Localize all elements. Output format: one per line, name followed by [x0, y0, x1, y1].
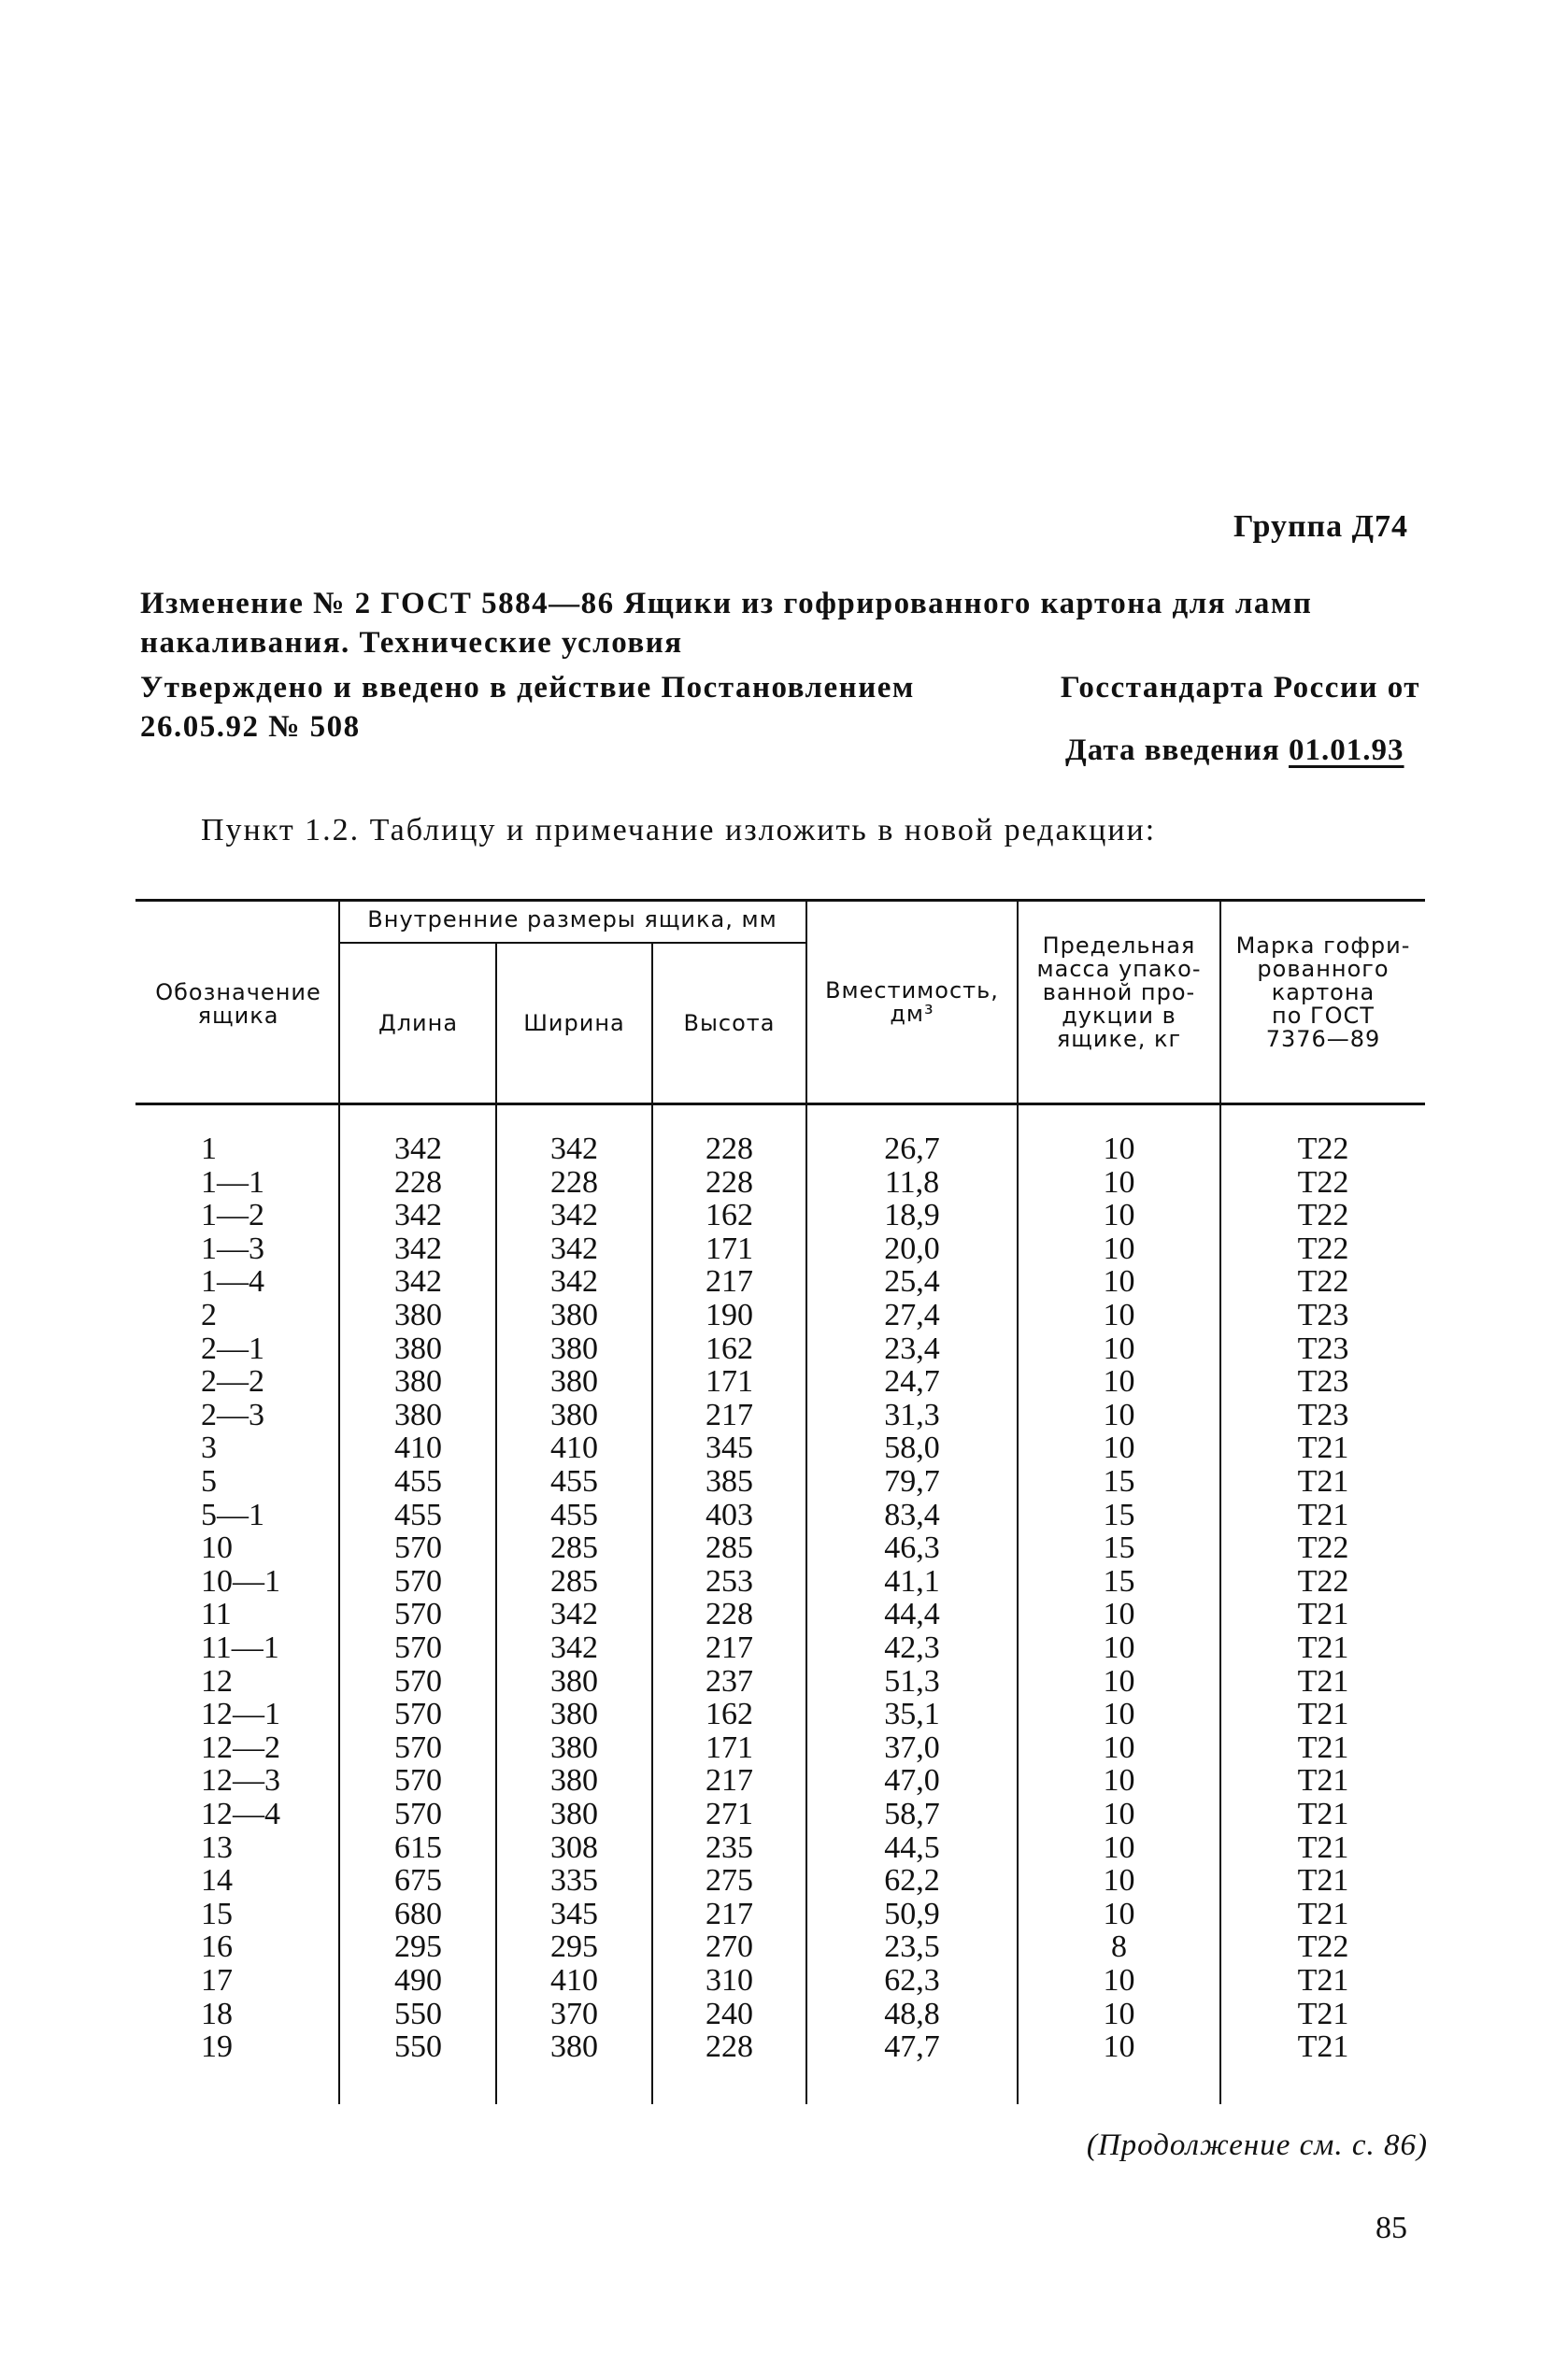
cell-capacity: 47,7 — [884, 2029, 940, 2065]
cell-length: 570 — [394, 1763, 442, 1799]
cell-width: 410 — [550, 1431, 598, 1466]
page-number: 85 — [1376, 2211, 1407, 2245]
cell-height: 228 — [706, 2029, 753, 2065]
cell-capacity: 58,0 — [884, 1431, 940, 1466]
cell-designation: 14 — [201, 1863, 233, 1899]
effective-date-label: Дата введения — [1065, 733, 1280, 767]
cell-mass: 10 — [1103, 1331, 1135, 1366]
cell-grade: Т21 — [1297, 1697, 1349, 1732]
cell-mass: 10 — [1103, 1797, 1135, 1831]
cell-mass: 15 — [1103, 1530, 1135, 1566]
cell-mass: 10 — [1103, 1397, 1135, 1432]
cell-mass: 10 — [1103, 1730, 1135, 1765]
cell-capacity: 50,9 — [884, 1896, 940, 1931]
intro-paragraph: Пункт 1.2. Таблицу и примечание изложить в новой редакции: — [201, 813, 1157, 847]
cell-width: 380 — [550, 1797, 598, 1831]
effective-date-value: 01.01.93 — [1289, 733, 1404, 767]
cell-width: 295 — [550, 1929, 598, 1965]
cell-height: 217 — [706, 1397, 753, 1432]
cell-capacity: 23,4 — [884, 1331, 940, 1366]
cell-mass: 10 — [1103, 1298, 1135, 1332]
cell-grade: Т21 — [1297, 1896, 1349, 1931]
cell-grade: Т21 — [1297, 1431, 1349, 1466]
cell-capacity: 79,7 — [884, 1464, 940, 1499]
cell-grade: Т21 — [1297, 1829, 1349, 1865]
cell-height: 228 — [706, 1597, 753, 1632]
cell-mass: 10 — [1103, 1132, 1135, 1166]
table-top-rule — [135, 899, 1425, 902]
cell-grade: Т21 — [1297, 1996, 1349, 2031]
cell-mass: 10 — [1103, 1996, 1135, 2031]
cell-width: 335 — [550, 1863, 598, 1899]
cell-height: 217 — [706, 1763, 753, 1799]
cell-width: 380 — [550, 1331, 598, 1366]
cell-designation: 3 — [201, 1431, 217, 1466]
cell-mass: 10 — [1103, 1663, 1135, 1699]
cell-length: 342 — [394, 1198, 442, 1233]
cell-designation: 13 — [201, 1829, 233, 1865]
cell-length: 380 — [394, 1298, 442, 1332]
cell-height: 240 — [706, 1996, 753, 2031]
cell-grade: Т22 — [1297, 1198, 1349, 1233]
cell-length: 342 — [394, 1231, 442, 1266]
cell-grade: Т22 — [1297, 1164, 1349, 1200]
cell-designation: 19 — [201, 2029, 233, 2065]
cell-designation: 5 — [201, 1464, 217, 1499]
cell-width: 380 — [550, 1763, 598, 1799]
cell-length: 570 — [394, 1630, 442, 1665]
cell-width: 380 — [550, 2029, 598, 2065]
cell-mass: 15 — [1103, 1497, 1135, 1532]
cell-height: 385 — [706, 1464, 753, 1499]
cell-grade: Т22 — [1297, 1929, 1349, 1965]
cell-grade: Т22 — [1297, 1563, 1349, 1599]
cell-mass: 10 — [1103, 2029, 1135, 2065]
cell-grade: Т21 — [1297, 1797, 1349, 1831]
approval-authority: Госстандарта России от — [1060, 671, 1420, 705]
cell-width: 380 — [550, 1397, 598, 1432]
cell-designation: 11—1 — [201, 1630, 279, 1665]
cell-height: 271 — [706, 1797, 753, 1831]
header-mass: Предельная масса упако- ванной про- дукции в ящике, кг — [1036, 932, 1202, 1052]
cell-grade: Т21 — [1297, 1464, 1349, 1499]
cell-grade: Т22 — [1297, 1264, 1349, 1300]
cell-grade: Т23 — [1297, 1298, 1349, 1332]
cell-length: 675 — [394, 1863, 442, 1899]
cell-height: 190 — [706, 1298, 753, 1332]
cell-capacity: 62,3 — [884, 1963, 940, 1998]
cell-length: 550 — [394, 2029, 442, 2065]
cell-height: 217 — [706, 1896, 753, 1931]
cell-grade: Т22 — [1297, 1231, 1349, 1266]
cell-length: 680 — [394, 1896, 442, 1931]
cell-length: 570 — [394, 1530, 442, 1566]
cell-mass: 15 — [1103, 1464, 1135, 1499]
cell-designation: 1—1 — [201, 1164, 264, 1200]
cell-width: 308 — [550, 1829, 598, 1865]
cell-capacity: 35,1 — [884, 1697, 940, 1732]
cell-width: 342 — [550, 1132, 598, 1166]
cell-length: 295 — [394, 1929, 442, 1965]
cell-grade: Т21 — [1297, 1863, 1349, 1899]
cell-height: 403 — [706, 1497, 753, 1532]
cell-capacity: 46,3 — [884, 1530, 940, 1566]
cell-capacity: 37,0 — [884, 1730, 940, 1765]
cell-height: 171 — [706, 1730, 753, 1765]
cell-length: 550 — [394, 1996, 442, 2031]
group-code: Группа Д74 — [1233, 509, 1409, 544]
cell-width: 342 — [550, 1630, 598, 1665]
cell-capacity: 48,8 — [884, 1996, 940, 2031]
cell-width: 380 — [550, 1298, 598, 1332]
cell-height: 228 — [706, 1132, 753, 1166]
cell-width: 342 — [550, 1597, 598, 1632]
cell-width: 342 — [550, 1231, 598, 1266]
cell-length: 455 — [394, 1497, 442, 1532]
cell-height: 310 — [706, 1963, 753, 1998]
header-bottom-rule — [135, 1103, 1425, 1105]
cell-mass: 10 — [1103, 1597, 1135, 1632]
approval-text: Утверждено и введено в действие Постановлением — [140, 671, 915, 705]
cell-width: 380 — [550, 1663, 598, 1699]
cell-width: 228 — [550, 1164, 598, 1200]
cell-width: 342 — [550, 1264, 598, 1300]
cell-grade: Т21 — [1297, 1597, 1349, 1632]
cell-length: 615 — [394, 1829, 442, 1865]
cell-height: 275 — [706, 1863, 753, 1899]
cell-length: 570 — [394, 1597, 442, 1632]
cell-mass: 10 — [1103, 1829, 1135, 1865]
cell-width: 285 — [550, 1563, 598, 1599]
cell-mass: 10 — [1103, 1164, 1135, 1200]
cell-capacity: 62,2 — [884, 1863, 940, 1899]
cell-capacity: 42,3 — [884, 1630, 940, 1665]
cell-length: 410 — [394, 1431, 442, 1466]
cell-width: 370 — [550, 1996, 598, 2031]
cell-height: 217 — [706, 1630, 753, 1665]
cell-designation: 1—3 — [201, 1231, 264, 1266]
cell-width: 380 — [550, 1364, 598, 1400]
cell-grade: Т21 — [1297, 1730, 1349, 1765]
cell-grade: Т23 — [1297, 1397, 1349, 1432]
cell-mass: 10 — [1103, 1763, 1135, 1799]
cell-designation: 15 — [201, 1896, 233, 1931]
cell-length: 570 — [394, 1730, 442, 1765]
cell-grade: Т21 — [1297, 1630, 1349, 1665]
cell-capacity: 23,5 — [884, 1929, 940, 1965]
cell-grade: Т21 — [1297, 1663, 1349, 1699]
cell-mass: 10 — [1103, 1630, 1135, 1665]
cell-grade: Т21 — [1297, 1763, 1349, 1799]
cell-capacity: 83,4 — [884, 1497, 940, 1532]
cell-height: 270 — [706, 1929, 753, 1965]
cell-grade: Т23 — [1297, 1331, 1349, 1366]
cell-height: 217 — [706, 1264, 753, 1300]
cell-designation: 12—1 — [201, 1697, 280, 1732]
cell-mass: 10 — [1103, 1198, 1135, 1233]
header-grade: Марка гофри- рованного картона по ГОСТ 7376—89 — [1235, 932, 1411, 1052]
cell-mass: 10 — [1103, 1963, 1135, 1998]
cell-length: 570 — [394, 1663, 442, 1699]
cell-grade: Т23 — [1297, 1364, 1349, 1400]
cell-capacity: 11,8 — [884, 1164, 940, 1200]
cell-designation: 18 — [201, 1996, 233, 2031]
cell-capacity: 26,7 — [884, 1132, 940, 1166]
dims-header-rule — [338, 942, 805, 944]
cell-width: 285 — [550, 1530, 598, 1566]
cell-capacity: 25,4 — [884, 1264, 940, 1300]
cell-length: 490 — [394, 1963, 442, 1998]
cell-mass: 10 — [1103, 1896, 1135, 1931]
cell-mass: 10 — [1103, 1231, 1135, 1266]
cell-mass: 10 — [1103, 1264, 1135, 1300]
cell-capacity: 20,0 — [884, 1231, 940, 1266]
cell-length: 342 — [394, 1264, 442, 1300]
cell-grade: Т21 — [1297, 1963, 1349, 1998]
cell-height: 285 — [706, 1530, 753, 1566]
cell-length: 342 — [394, 1132, 442, 1166]
cell-length: 380 — [394, 1331, 442, 1366]
effective-date — [1065, 733, 1404, 768]
cell-mass: 10 — [1103, 1431, 1135, 1466]
col-divider — [338, 899, 340, 2104]
cell-capacity: 31,3 — [884, 1397, 940, 1432]
header-capacity: Вместимость, дм³ — [825, 977, 999, 1027]
cell-height: 162 — [706, 1198, 753, 1233]
cell-mass: 15 — [1103, 1563, 1135, 1599]
cell-height: 237 — [706, 1663, 753, 1699]
cell-height: 162 — [706, 1331, 753, 1366]
cell-grade: Т21 — [1297, 2029, 1349, 2065]
cell-designation: 10—1 — [201, 1563, 280, 1599]
cell-width: 455 — [550, 1464, 598, 1499]
cell-length: 570 — [394, 1797, 442, 1831]
cell-length: 228 — [394, 1164, 442, 1200]
cell-width: 380 — [550, 1697, 598, 1732]
cell-height: 162 — [706, 1697, 753, 1732]
cell-mass: 10 — [1103, 1697, 1135, 1732]
cell-height: 228 — [706, 1164, 753, 1200]
cell-designation: 2 — [201, 1298, 217, 1332]
cell-designation: 2—1 — [201, 1331, 264, 1366]
cell-designation: 1—2 — [201, 1198, 264, 1233]
cell-length: 570 — [394, 1563, 442, 1599]
cell-designation: 12—2 — [201, 1730, 280, 1765]
cell-width: 342 — [550, 1198, 598, 1233]
cell-designation: 1 — [201, 1132, 217, 1166]
cell-designation: 10 — [201, 1530, 233, 1566]
header-designation: Обозначение ящика — [155, 979, 321, 1029]
header-length: Длина — [378, 1010, 459, 1036]
cell-capacity: 24,7 — [884, 1364, 940, 1400]
cell-mass: 10 — [1103, 1863, 1135, 1899]
document-title: Изменение № 2 ГОСТ 5884—86 Ящики из гофрированного картона для ламп накаливания. Технические условия — [140, 587, 1313, 660]
cell-grade: Т21 — [1297, 1497, 1349, 1532]
cell-length: 455 — [394, 1464, 442, 1499]
header-height: Высота — [683, 1010, 776, 1036]
cell-width: 345 — [550, 1896, 598, 1931]
cell-designation: 12—4 — [201, 1797, 280, 1831]
cell-width: 410 — [550, 1963, 598, 1998]
cell-height: 253 — [706, 1563, 753, 1599]
cell-grade: Т22 — [1297, 1530, 1349, 1566]
cell-mass: 10 — [1103, 1364, 1135, 1400]
continuation-note: (Продолжение см. с. 86) — [1086, 2128, 1428, 2162]
approval-decree: 26.05.92 № 508 — [140, 710, 361, 744]
col-divider — [805, 899, 807, 2104]
cell-designation: 12 — [201, 1663, 233, 1699]
cell-capacity: 18,9 — [884, 1198, 940, 1233]
cell-capacity: 51,3 — [884, 1663, 940, 1699]
cell-designation: 11 — [201, 1597, 232, 1632]
cell-capacity: 41,1 — [884, 1563, 940, 1599]
cell-mass: 8 — [1111, 1929, 1127, 1965]
cell-length: 570 — [394, 1697, 442, 1732]
cell-capacity: 47,0 — [884, 1763, 940, 1799]
cell-designation: 1—4 — [201, 1264, 264, 1300]
cell-grade: Т22 — [1297, 1132, 1349, 1166]
cell-capacity: 44,5 — [884, 1829, 940, 1865]
cell-capacity: 44,4 — [884, 1597, 940, 1632]
cell-designation: 12—3 — [201, 1763, 280, 1799]
header-width: Ширина — [523, 1010, 625, 1036]
cell-capacity: 58,7 — [884, 1797, 940, 1831]
header-inner-dims: Внутренние размеры ящика, мм — [367, 906, 777, 932]
cell-height: 345 — [706, 1431, 753, 1466]
cell-width: 380 — [550, 1730, 598, 1765]
cell-designation: 16 — [201, 1929, 233, 1965]
cell-capacity: 27,4 — [884, 1298, 940, 1332]
cell-designation: 2—2 — [201, 1364, 264, 1400]
cell-designation: 17 — [201, 1963, 233, 1998]
cell-height: 171 — [706, 1231, 753, 1266]
cell-length: 380 — [394, 1397, 442, 1432]
cell-designation: 5—1 — [201, 1497, 264, 1532]
cell-length: 380 — [394, 1364, 442, 1400]
cell-designation: 2—3 — [201, 1397, 264, 1432]
cell-height: 235 — [706, 1829, 753, 1865]
cell-width: 455 — [550, 1497, 598, 1532]
cell-height: 171 — [706, 1364, 753, 1400]
